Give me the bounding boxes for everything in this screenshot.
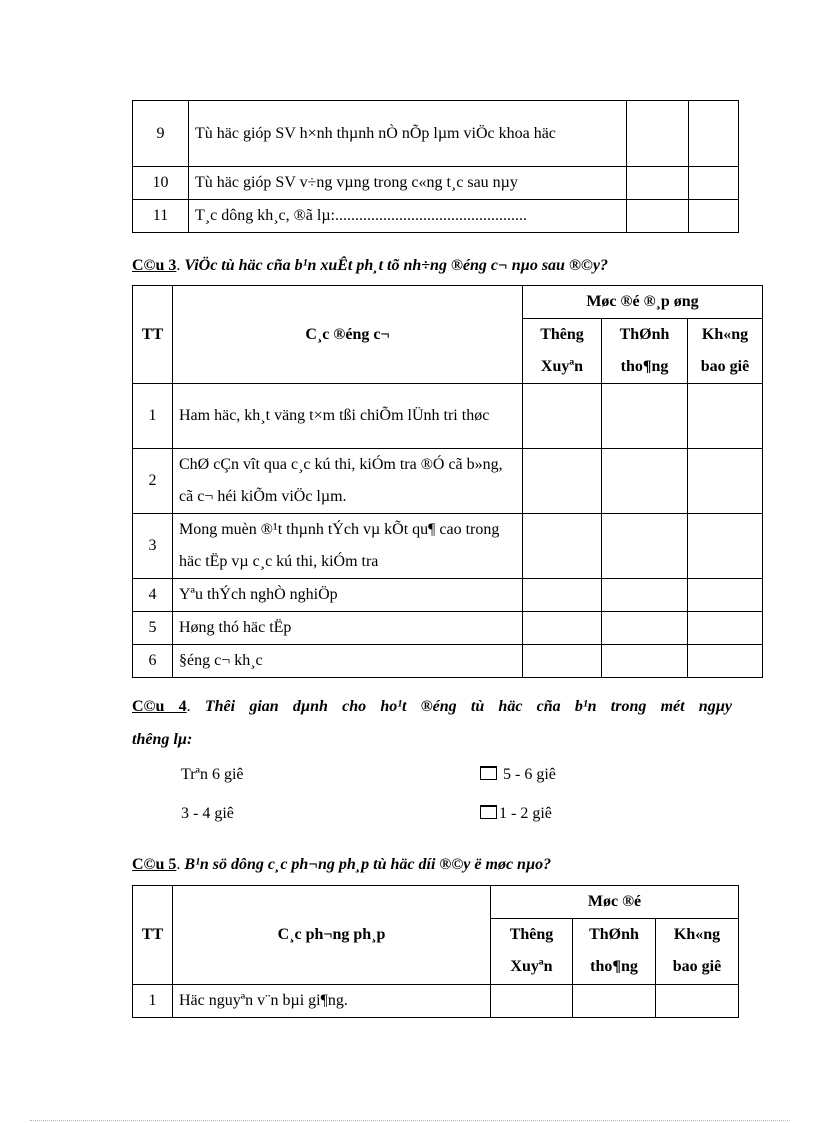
row-number: 2: [133, 449, 173, 514]
question-number: C©u 4: [132, 698, 187, 715]
header-tt: TT: [133, 286, 173, 384]
answer-cell[interactable]: [688, 514, 763, 579]
question-text: B¹n sö dông c¸c ph¬ng ph¸p tù häc díi ®©y ë møc nµo?: [184, 856, 552, 873]
answer-cell[interactable]: [523, 449, 602, 514]
header-level: Møc ®é: [491, 886, 739, 919]
checkbox-icon[interactable]: [480, 766, 497, 780]
header-often: Thêng: [491, 919, 573, 952]
answer-cell[interactable]: [689, 200, 739, 233]
answer-cell[interactable]: [523, 645, 602, 678]
row-text: Mong muèn ®¹t thµnh tÝch vµ kÕt qu¶ cao trong häc tËp vµ c¸c kú thi, kiÓm tra: [173, 514, 523, 579]
answer-cell[interactable]: [688, 612, 763, 645]
row-text: Tù häc gióp SV h×nh thµnh nÒ nÕp lµm viÖc khoa häc: [189, 101, 627, 167]
question-number: C©u 3: [132, 257, 177, 274]
option-label: Trªn 6 giê: [181, 766, 244, 783]
answer-cell[interactable]: [688, 645, 763, 678]
table-row: [133, 449, 763, 514]
motives-table: [132, 285, 763, 678]
answer-cell[interactable]: [627, 167, 689, 200]
answer-cell[interactable]: [689, 101, 739, 167]
answer-cell[interactable]: [602, 514, 688, 579]
methods-table: [132, 885, 739, 1018]
question-number: C©u 5: [132, 856, 177, 873]
answer-cell[interactable]: [523, 612, 602, 645]
option-above-6[interactable]: [181, 766, 244, 784]
row-text: §éng c¬ kh¸c: [173, 645, 523, 678]
row-number: 10: [133, 167, 189, 200]
header-often-2: Xuyªn: [491, 951, 573, 984]
answer-cell[interactable]: [523, 514, 602, 579]
option-3-4[interactable]: [181, 805, 234, 823]
header-sometimes: ThØnh: [602, 319, 688, 352]
option-5-6[interactable]: [480, 766, 556, 784]
row-text: Yªu thÝch nghÒ nghiÖp: [173, 579, 523, 612]
row-number: 3: [133, 514, 173, 579]
row-number: 11: [133, 200, 189, 233]
header-never: Kh«ng: [688, 319, 763, 352]
table-row: [133, 984, 739, 1017]
table-row: [133, 101, 739, 167]
answer-cell[interactable]: [627, 101, 689, 167]
row-number: 1: [133, 384, 173, 449]
answer-cell[interactable]: [523, 384, 602, 449]
header-tt: TT: [133, 886, 173, 985]
row-text: Häc nguyªn v¨n bµi gi¶ng.: [173, 984, 491, 1017]
row-text: ChØ cÇn vît qua c¸c kú thi, kiÓm tra ®Ó cã b»ng, cã c¬ héi kiÕm viÖc lµm.: [173, 449, 523, 514]
answer-cell[interactable]: [688, 384, 763, 449]
option-1-2[interactable]: [480, 805, 552, 823]
answer-cell[interactable]: [688, 579, 763, 612]
table-row: [133, 200, 739, 233]
answer-cell[interactable]: [656, 984, 739, 1017]
table-row: [133, 612, 763, 645]
question-3-heading: C©u 3. ViÖc tù häc cña b¹n xuÊt ph¸t tõ nh÷ng ®éng c¬ nµo sau ®©y?: [132, 257, 608, 274]
answer-cell[interactable]: [602, 384, 688, 449]
table-row: [133, 645, 763, 678]
page-footer-line: [30, 1120, 790, 1121]
header-often: Thêng: [523, 319, 602, 352]
row-number: 6: [133, 645, 173, 678]
question-text: Thêi gian dµnh cho ho¹t ®éng tù häc cña b¹n trong mét ngµy: [204, 698, 733, 715]
question-5-heading: C©u 5. B¹n sö dông c¸c ph¬ng ph¸p tù häc díi ®©y ë møc nµo?: [132, 856, 552, 873]
table-row: [133, 384, 763, 449]
answer-cell[interactable]: [602, 612, 688, 645]
question-text-cont: thêng lµ:: [132, 731, 193, 748]
header-level: Møc ®é ®¸p øng: [523, 286, 763, 319]
header-methods: C¸c ph¬ng ph¸p: [173, 886, 491, 985]
row-number: 9: [133, 101, 189, 167]
option-label: 1 - 2 giê: [499, 805, 552, 822]
header-sometimes-2: tho¶ng: [602, 351, 688, 384]
row-text: Tù häc gióp SV v÷ng vµng trong c«ng t¸c sau nµy: [189, 167, 627, 200]
header-never-2: bao giê: [656, 951, 739, 984]
answer-cell[interactable]: [688, 449, 763, 514]
row-text: T¸c dông kh¸c, ®ã lµ:................................................: [189, 200, 627, 233]
answer-cell[interactable]: [523, 579, 602, 612]
answer-cell[interactable]: [602, 645, 688, 678]
header-never-2: bao giê: [688, 351, 763, 384]
row-text: Ham häc, kh¸t väng t×m tßi chiÕm lÜnh tri thøc: [173, 384, 523, 449]
header-sometimes-2: tho¶ng: [573, 951, 656, 984]
row-number: 5: [133, 612, 173, 645]
row-number: 1: [133, 984, 173, 1017]
table-row: [133, 167, 739, 200]
answer-cell[interactable]: [689, 167, 739, 200]
checkbox-icon[interactable]: [480, 805, 497, 819]
header-never: Kh«ng: [656, 919, 739, 952]
answer-cell[interactable]: [573, 984, 656, 1017]
table-row: [133, 579, 763, 612]
table-row: [133, 514, 763, 579]
answer-cell[interactable]: [627, 200, 689, 233]
option-label: 5 - 6 giê: [503, 766, 556, 783]
header-sometimes: ThØnh: [573, 919, 656, 952]
answer-cell[interactable]: [602, 579, 688, 612]
question-text: ViÖc tù häc cña b¹n xuÊt ph¸t tõ nh÷ng ®éng c¬ nµo sau ®©y?: [184, 257, 608, 274]
answer-cell[interactable]: [491, 984, 573, 1017]
question-4-heading: C©u 4. Thêi gian dµnh cho ho¹t ®éng tù häc cña b¹n trong mét ngµy: [132, 698, 733, 715]
row-text: Høng thó häc tËp: [173, 612, 523, 645]
option-label: 3 - 4 giê: [181, 805, 234, 822]
header-motives: C¸c ®éng c¬: [173, 286, 523, 384]
table-continued: [132, 100, 739, 233]
answer-cell[interactable]: [602, 449, 688, 514]
header-often-2: Xuyªn: [523, 351, 602, 384]
row-number: 4: [133, 579, 173, 612]
question-4-heading-2: [132, 723, 192, 757]
